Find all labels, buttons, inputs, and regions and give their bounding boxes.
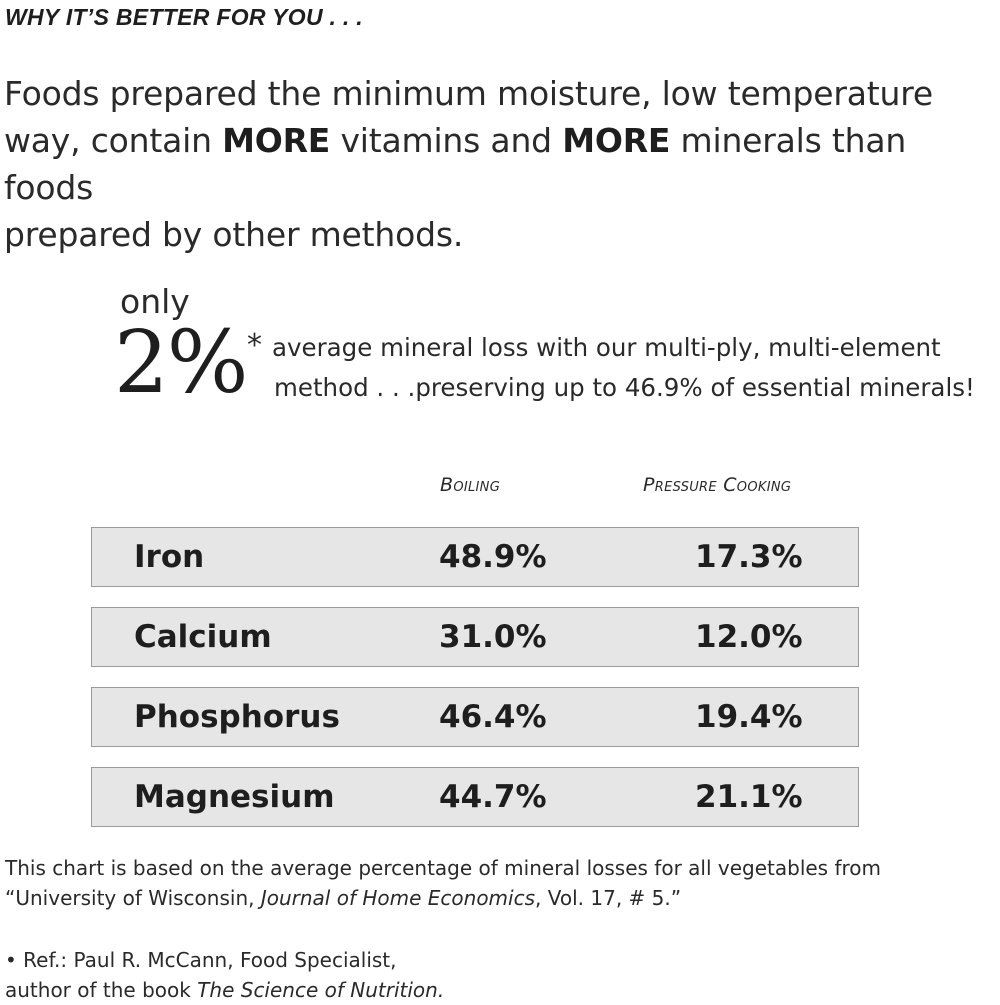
intro-text: vitamins and [330, 121, 563, 160]
mineral-loss-table [91, 527, 859, 847]
table-row [91, 607, 859, 667]
intro-text: minerals than foods [4, 121, 907, 207]
journal-title: Journal of Home Economics [260, 886, 536, 910]
boiling-value: 48.9% [439, 539, 547, 575]
footnote-text: “University of Wisconsin, [5, 886, 261, 910]
mineral-loss-claim [272, 328, 1000, 408]
claim-line-1: average mineral loss with our multi-ply, multi-element [272, 333, 941, 362]
column-header-pressure-cooking: Pressure Cooking [643, 474, 792, 496]
table-row [91, 767, 859, 827]
footnote-line-2 [5, 883, 995, 913]
intro-line-3: prepared by other methods. [4, 215, 464, 254]
mineral-name: Phosphorus [134, 699, 340, 735]
mineral-name: Calcium [134, 619, 272, 655]
pressure-value: 12.0% [695, 619, 803, 655]
mineral-name: Iron [134, 539, 205, 575]
table-row [91, 687, 859, 747]
section-heading: WHY IT’S BETTER FOR YOU . . . [5, 4, 363, 30]
chart-footnote [5, 853, 995, 913]
intro-line-1: Foods prepared the minimum moisture, low temperature [4, 74, 933, 113]
emphasis-more: MORE [562, 121, 671, 160]
claim-line-2: method . . .preserving up to 46.9% of essential minerals! [274, 373, 975, 402]
intro-line-2 [4, 117, 999, 211]
emphasis-more: MORE [222, 121, 331, 160]
reference-line-2 [5, 975, 995, 1005]
boiling-value: 44.7% [439, 779, 547, 815]
reference-text: author of the book [5, 978, 198, 1002]
asterisk-mark: * [247, 328, 262, 363]
big-percentage: 2% [114, 313, 247, 413]
footnote-line-1: This chart is based on the average percentage of mineral losses for all vegetables from [5, 856, 881, 880]
pressure-value: 21.1% [695, 779, 803, 815]
only-label: only [120, 282, 190, 321]
pressure-value: 17.3% [695, 539, 803, 575]
column-header-boiling: Boiling [440, 474, 501, 496]
footnote-text: , Vol. 17, # 5.” [535, 886, 682, 910]
boiling-value: 31.0% [439, 619, 547, 655]
mineral-name: Magnesium [134, 779, 335, 815]
table-row [91, 527, 859, 587]
intro-text: way, contain [4, 121, 223, 160]
reference-line-1: • Ref.: Paul R. McCann, Food Specialist, [5, 948, 397, 972]
reference-note [5, 945, 995, 1005]
book-title: The Science of Nutrition. [197, 978, 445, 1002]
pressure-value: 19.4% [695, 699, 803, 735]
intro-paragraph [4, 70, 999, 258]
boiling-value: 46.4% [439, 699, 547, 735]
